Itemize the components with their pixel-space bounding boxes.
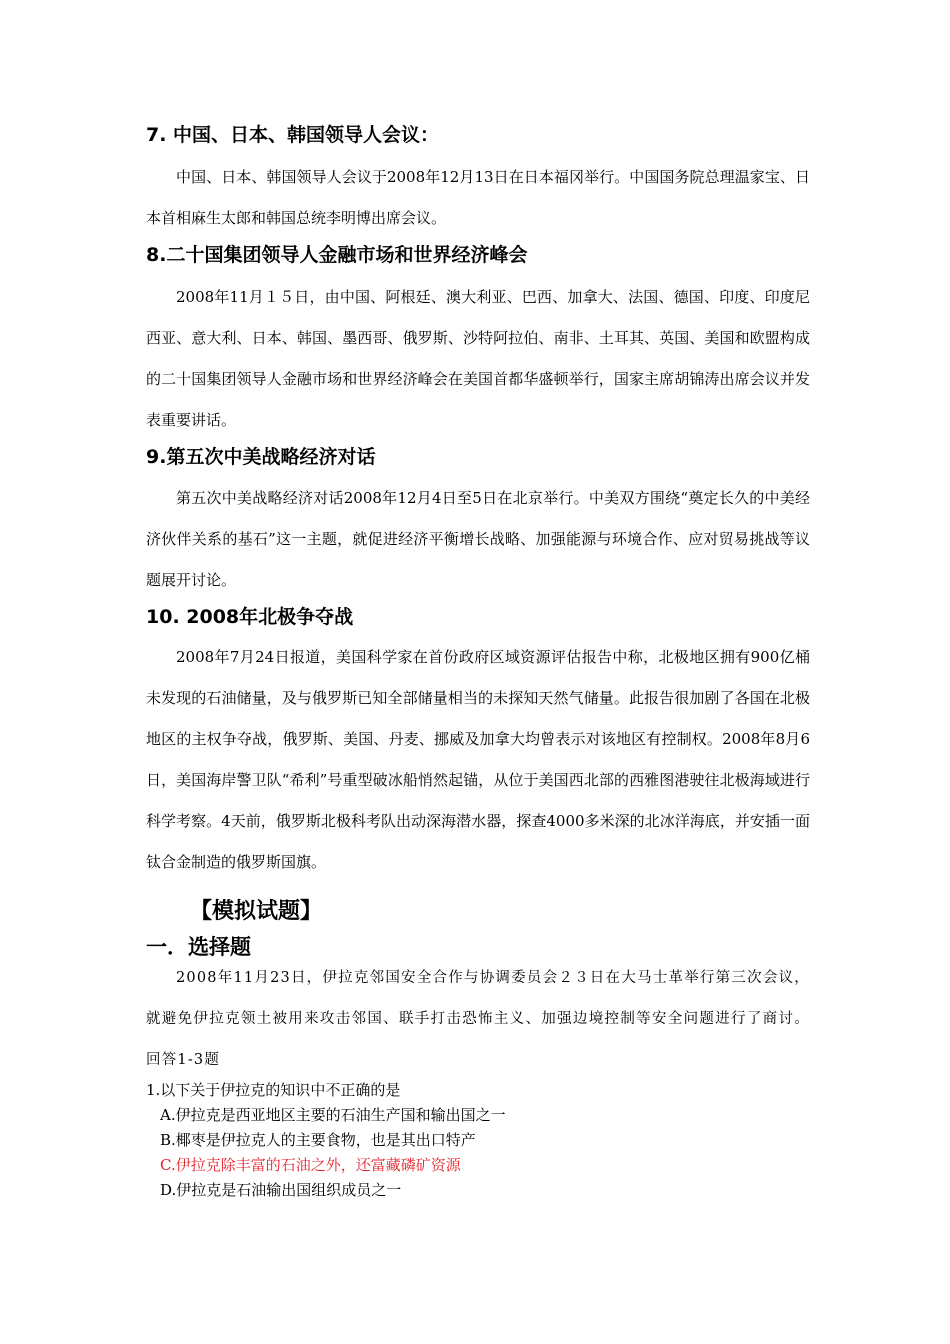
section-body-9: 第五次中美战略经济对话2008年12月4日至5日在北京举行。中美双方围绕“奠定长久的中美经济伙伴关系的基石”这一主题，就促进经济平衡增长战略、加强能源与环境合作、应对贸易挑战等议题展开讨论。 bbox=[146, 489, 810, 589]
option-a: A.伊拉克是西亚地区主要的石油生产国和输出国之一 bbox=[160, 1106, 506, 1124]
section-heading-7: 7. 中国、日本、韩国领导人会议： bbox=[146, 124, 440, 146]
section-heading-9: 9.第五次中美战略经济对话 bbox=[146, 446, 376, 468]
mock-exam-title: 【模拟试题】 bbox=[190, 899, 323, 924]
section-body-8: 2008年11月１５日，由中国、阿根廷、澳大利亚、巴西、加拿大、法国、德国、印度、印度尼西亚、意大利、日本、韩国、墨西哥、俄罗斯、沙特阿拉伯、南非、土耳其、英国、美国和欧盟构成的二十国集团领导人金融市场和世界经济峰会在美国首都华盛顿举行，国家主席胡锦涛出席会议并发表重要讲话。 bbox=[146, 288, 810, 429]
option-b: B.椰枣是伊拉克人的主要食物，也是其出口特产 bbox=[160, 1131, 476, 1149]
multiple-choice-title: 一．选择题 bbox=[146, 935, 251, 959]
option-c-answer: C.伊拉克除丰富的石油之外，还富藏磷矿资源 bbox=[160, 1156, 461, 1174]
option-d: D.伊拉克是石油输出国组织成员之一 bbox=[160, 1181, 402, 1199]
section-heading-8: 8.二十国集团领导人金融市场和世界经济峰会 bbox=[146, 244, 528, 266]
question-intro: 2008年11月23日，伊拉克邻国安全合作与协调委员会２３日在大马士革举行第三次会议，就避免伊拉克领土被用来攻击邻国、联手打击恐怖主义、加强边境控制等安全问题进行了商讨。回答1-3题 bbox=[146, 970, 810, 1068]
section-body-7: 中国、日本、韩国领导人会议于2008年12月13日在日本福冈举行。中国国务院总理温家宝、日本首相麻生太郎和韩国总统李明博出席会议。 bbox=[146, 168, 810, 227]
question-1-stem: 1.以下关于伊拉克的知识中不正确的是 bbox=[146, 1081, 401, 1099]
section-heading-10: 10. 2008年北极争夺战 bbox=[146, 606, 354, 628]
section-body-10: 2008年7月24日报道，美国科学家在首份政府区域资源评估报告中称，北极地区拥有900亿桶未发现的石油储量，及与俄罗斯已知全部储量相当的未探知天然气储量。此报告很加剧了各国在北极地区的主权争夺战，俄罗斯、美国、丹麦、挪威及加拿大均曾表示对该地区有控制权。2008年8月6日，美国海岸警卫队“希利”号重型破冰船悄然起锚，从位于美国西北部的西雅图港驶往北极海域进行科学考察。4天前，俄罗斯北极科考队出动深海潜水器，探查4000多米深的北冰洋海底，并安插一面钛合金制造的俄罗斯国旗。 bbox=[146, 648, 810, 871]
